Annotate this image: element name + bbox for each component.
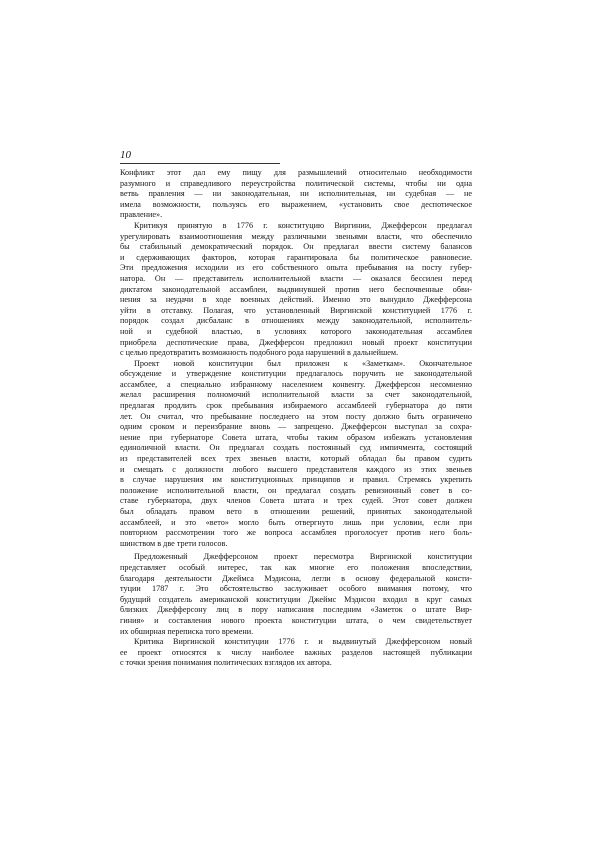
text-line: Критика Виргинской конституции 1776 г. и выдвинутый Джефферсоном новый bbox=[134, 637, 472, 647]
paragraph bbox=[120, 552, 472, 637]
text-line: из представителей всех трех звеньев власти, который обладал бы правом судить bbox=[120, 454, 472, 464]
text-line: положение исполнительной власти, он предлагал создать ревизионный совет в со- bbox=[120, 485, 472, 495]
text-line: шинством в две трети голосов. bbox=[120, 538, 228, 548]
text-line: Проект новой конституции был приложен к «Заметкам». Окончательное bbox=[134, 358, 472, 368]
paragraph bbox=[120, 168, 472, 221]
text-line: лет. Он считал, что пребывание последнего на этом посту должно быть ограничено bbox=[120, 411, 472, 421]
text-line: их обширная переписка того времени. bbox=[120, 626, 254, 636]
text-line: Предложенный Джефферсоном проект пересмотра Виргинской конституции bbox=[134, 552, 472, 562]
paragraph bbox=[120, 221, 472, 359]
text-line: желал расширения полномочий исполнительной власти за счет законодательной, bbox=[120, 390, 472, 400]
text-line: одним сроком и переизбрание вновь — запрещено. Джефферсон выступал за сохра- bbox=[120, 422, 472, 432]
text-line: гиния» и составления нового проекта конституции штата, о чем свидетельствует bbox=[120, 615, 472, 625]
text-line: ассамблеей, и это «вето» могло быть отвергнуто лишь при условии, если при bbox=[120, 517, 472, 527]
text-line: обсуждение и утверждение конституции предлагалось поручить не законодательной bbox=[120, 369, 472, 379]
text-line: Эти предложения исходили из его собственного опыта пребывания на посту губер- bbox=[120, 263, 472, 273]
text-line: будущий создатель американской конституции Джеймс Мэдисон входил в круг самых bbox=[120, 594, 472, 604]
document-body bbox=[120, 168, 472, 669]
text-line: ветвь правления — ни законодательная, ни исполнительная, ни судебная — не bbox=[120, 189, 472, 199]
text-line: уйти в отставку. Полагая, что установленный Виргинской конституцией 1776 г. bbox=[120, 305, 472, 315]
text-line: представляет особый интерес, так как многие его положения впоследствии, bbox=[120, 562, 472, 572]
paragraph bbox=[120, 359, 472, 550]
text-line: и сдерживающих факторов, которая гарантировала бы политическое равновесие. bbox=[120, 252, 472, 262]
text-line: разумного и справедливого переустройства политической системы, чтобы ни одна bbox=[120, 178, 472, 188]
page-number: 10 bbox=[120, 149, 131, 161]
text-line: был обладать правом вето в отношении решений, принятых законодательной bbox=[120, 507, 472, 516]
text-line: ной и судебной властью, в условиях которого законодательная ассамблея bbox=[120, 326, 472, 336]
text-line: близких Джефферсону лиц в пору написания последним «Заметок о штате Вир- bbox=[120, 605, 472, 615]
text-line: предлагая продлить срок пребывания избираемого ассамблеей губернатора до пяти bbox=[120, 401, 472, 411]
text-line: единоличной власти. Он предлагал создать постоянный суд импичмента, состоящий bbox=[120, 443, 472, 453]
text-line: урегулировать взаимоотношения между различными звеньями власти, что обеспечило bbox=[120, 231, 472, 241]
text-line: Конфликт этот дал ему пищу для размышлений относительно необходимости bbox=[120, 168, 472, 177]
text-line: ставе губернатора, двух членов Совета штата и трех судей. Этот совет должен bbox=[120, 496, 472, 506]
text-line: приобрела деспотические права, Джефферсон предложил новый проект конституции bbox=[120, 337, 472, 347]
text-line: и смещать с должности любого высшего представителя каждого из этих звеньев bbox=[120, 464, 472, 474]
text-line: нение при губернаторе Совета штата, чтобы таким образом избежать установления bbox=[120, 432, 472, 442]
text-line: бы стабильный демократический порядок. Он предлагал ввести систему балансов bbox=[120, 242, 472, 252]
text-line: с точки зрения понимания политических взглядов их автора. bbox=[120, 658, 332, 668]
text-line: благодаря деятельности Джеймса Мэдисона, легли в основу федеральной консти- bbox=[120, 573, 472, 583]
text-line: натора. Он — представитель исполнительной власти — оказался бессилен перед bbox=[120, 273, 472, 283]
text-line: ее проект относятся к числу наиболее важных разделов настоящей публикации bbox=[120, 647, 472, 657]
text-line: Критикуя принятую в 1776 г. конституцию Виргинии, Джефферсон предлагал bbox=[134, 220, 472, 230]
paragraph bbox=[120, 637, 472, 669]
text-line: в случае нарушения им конституционных принципов и правил. Стремясь укрепить bbox=[120, 475, 472, 485]
text-line: диктатом законодательной ассамблеи, выдвинувшей против него беспочвенные обви- bbox=[120, 284, 472, 294]
text-line: нения за неудачи в ходе военных действий. Именно это вынудило Джефферсона bbox=[120, 295, 472, 305]
text-line: правление». bbox=[120, 210, 163, 220]
text-line: туции 1787 г. Это обстоятельство заслуживает особого внимания потому, что bbox=[120, 584, 472, 594]
text-line: порядок создал дисбаланс в отношениях между законодательной, исполнитель- bbox=[120, 316, 472, 326]
text-line: повторном рассмотрении того же вопроса ассамблея проголосует против него боль- bbox=[120, 528, 472, 538]
text-line: ассамблее, а специально избранному населением конвенту. Джефферсон несомненно bbox=[120, 379, 472, 389]
header-rule bbox=[120, 163, 280, 164]
text-line: имела возможности, пользуясь его выражением, «установить свое деспотическое bbox=[120, 199, 472, 209]
text-line: с целью предотвратить возможность подобного рода нарушений в дальнейшем. bbox=[120, 348, 399, 358]
